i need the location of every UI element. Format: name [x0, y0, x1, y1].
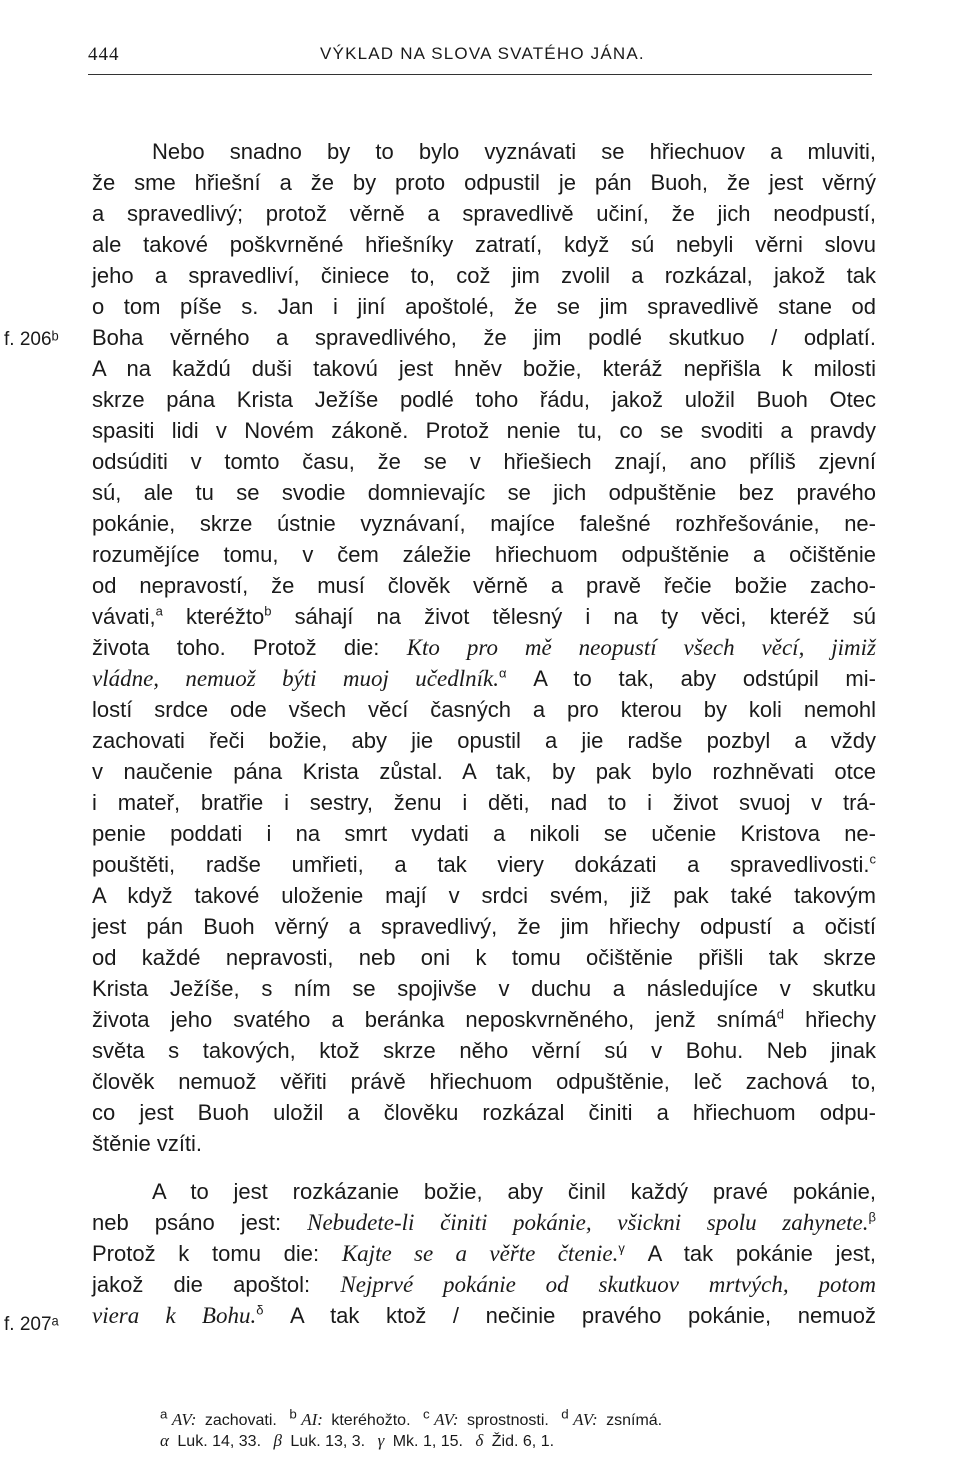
text-line — [92, 662, 876, 696]
footnote-source: AV: — [171, 1410, 197, 1430]
text-line: A na každú duši takovú jest hněv božie, kteráž nepřišla k milosti — [92, 356, 876, 381]
footnote-mark: d — [561, 1407, 569, 1422]
footnote-d — [561, 1407, 666, 1430]
text-line — [92, 1003, 876, 1037]
quote-fragment: viera k Bohu. — [92, 1303, 257, 1328]
text-line: štěnie vzíti. — [92, 1131, 203, 1156]
text-line: A když takové uloženie mají v srdci svém, již pak také takovým — [92, 883, 876, 908]
text-line: světa s takových, ktož skrze něho věrní sú v Bohu. Neb jinak — [92, 1038, 876, 1063]
citation-text: Mk. 1, 15. — [392, 1433, 463, 1450]
text-fragment: hřiechy — [805, 1007, 876, 1032]
footnotes — [160, 1402, 880, 1454]
text-line: od každé nepravosti, neb oni k tomu očištěnie přišli tak skrze — [92, 945, 876, 970]
citation-mark-alpha: α — [498, 665, 507, 681]
footnote-c — [422, 1407, 553, 1430]
text-line: co jest Buoh uložil a člověku rozkázal činiti a hřiechuom odpu- — [92, 1100, 876, 1125]
text-line: a spravedlivý; protož věrně a spravedlivě učiní, že jich neodpustí, — [92, 201, 876, 226]
footnote-text: kteréhožto. — [331, 1412, 411, 1430]
footnote-b — [289, 1407, 414, 1430]
citation-mark: β — [273, 1431, 282, 1450]
citation-mark: γ — [377, 1431, 385, 1450]
text-line — [92, 631, 876, 665]
text-fragment: života jeho svatého a beránka neposkvrněného, jenž snímá — [92, 1007, 777, 1032]
text-line: že sme hřiešní a že by proto odpustil je pán Buoh, že jest věrný — [92, 170, 876, 195]
footnote-mark-c: c — [869, 851, 876, 867]
citation-mark: α — [160, 1431, 169, 1450]
text-line: jeho a spravedliví, činiece to, což jim zvolil a rozkázal, jakož tak — [92, 263, 876, 288]
text-line: Boha věrného a spravedlivého, že jim podlé skutkuo / odplatí. — [92, 325, 876, 350]
text-line — [92, 1268, 876, 1302]
text-line: rozumějíce tomu, v čem záležie hřiechuom odpuštěnie a očištěnie — [92, 542, 876, 567]
footnote-source: AI: — [301, 1410, 323, 1430]
text-fragment: vávati, — [92, 604, 156, 629]
text-fragment: A tak ktož / nečinie pravého pokánie, nemuož — [290, 1303, 876, 1328]
footnote-line-citations — [160, 1428, 880, 1454]
text-fragment: života toho. Protož die: — [92, 635, 380, 660]
text-fragment: A to tak, aby odstúpil mi- — [533, 666, 876, 691]
text-line: člověk nemuož věřiti právě hřiechuom odpuštěnie, leč zachová to, — [92, 1069, 876, 1094]
quote-fragment: Kajte se a věřte čtenie. — [341, 1241, 619, 1266]
footnote-text: sprostnosti. — [467, 1412, 549, 1430]
text-line: i mateř, bratřie i sestry, ženu i děti, nad to i život svuoj v trá- — [92, 790, 876, 815]
running-title: VÝKLAD NA SLOVA SVATÉHO JÁNA. — [320, 44, 645, 63]
text-fragment: kteréžto — [185, 604, 265, 629]
footnote-text: zsnímá. — [606, 1412, 663, 1430]
citation-text: Žid. 6, 1. — [491, 1433, 555, 1450]
text-fragment: neb psáno jest: — [92, 1210, 282, 1235]
text-line — [92, 600, 876, 634]
text-line — [92, 1237, 876, 1271]
text-line — [92, 1206, 876, 1240]
footnote-mark: c — [422, 1407, 430, 1422]
citation-text: Luk. 14, 33. — [177, 1433, 262, 1450]
citation-beta — [273, 1433, 369, 1450]
text-line: penie poddati i na smrt vydati a nikoli se učenie Kristova ne- — [92, 821, 876, 846]
text-line: spasiti lidi v Novém zákoně. Protož nenie tu, co se svoditi a pravdy — [92, 418, 876, 443]
footnote-mark-a: a — [155, 603, 163, 619]
footnote-mark-d: d — [776, 1006, 784, 1022]
footnote-mark-b: b — [264, 603, 272, 619]
quote-fragment: vládne, nemuož býti muoj učedlník. — [92, 666, 499, 691]
citation-text: Luk. 13, 3. — [290, 1433, 366, 1450]
text-fragment: jakož die apoštol: — [92, 1272, 311, 1297]
footnote-text: zachovati. — [204, 1412, 277, 1430]
text-fragment: sáhají na život tělesný i na ty věci, kteréž sú — [294, 604, 876, 629]
footnote-source: AV: — [434, 1410, 459, 1430]
quote-fragment: Nejprvé pokánie od skutkuov mrtvých, potom — [340, 1272, 876, 1297]
citation-gamma — [378, 1433, 467, 1450]
text-line: od nepravostí, že musí člověk věrně a pravě řečie božie zacho- — [92, 573, 876, 598]
text-fragment: A tak pokánie jest, — [647, 1241, 876, 1266]
text-fragment: Protož k tomu die: — [92, 1241, 320, 1266]
text-line: skrze pána Krista Ježíše podlé toho řádu, jakož uložil Buoh Otec — [92, 387, 876, 412]
text-line: Nebo snadno by to bylo vyznávati se hřiechuov a mluviti, — [152, 139, 876, 164]
text-line — [92, 848, 876, 882]
quote-fragment: Nebudete-li činiti pokánie, všickni spolu zahynete. — [307, 1210, 869, 1235]
text-line: odsúditi v tomto času, že se v hřiešiech znají, ano příliš zjevní — [92, 449, 876, 474]
header-rule — [88, 74, 872, 75]
text-line: o tom píše s. Jan i jiní apoštolé, že se jim spravedlivě stane od — [92, 294, 876, 319]
footnote-a — [160, 1407, 281, 1430]
quote-fragment: Kto pro mě neopustí všech věcí, jimiž — [406, 635, 876, 660]
footnote-mark: b — [289, 1407, 297, 1422]
citation-mark-beta: β — [868, 1209, 876, 1225]
text-line: pokánie, skrze ústnie vyznávaní, majíce falešné rozhřešovánie, ne- — [92, 511, 876, 536]
footnote-mark: a — [160, 1407, 168, 1422]
page-number: 444 — [88, 44, 120, 65]
text-line: ale takové poškvrněné hřiešníky zatratí, když sú nebyli věrni slovu — [92, 232, 876, 257]
text-line: zachovati řeči božie, aby jie opustil a jie radše pozbyl a vždy — [92, 728, 876, 753]
folio-note-206b: f. 206ᵇ — [4, 329, 59, 350]
text-line: sú, ale tu se svodie domnievajíc se jich odpuštěnie bez pravého — [92, 480, 876, 505]
text-line: v naučenie pána Krista zůstal. A tak, by pak bylo rozhněvati otce — [92, 759, 876, 784]
text-line: jest pán Buoh věrný a spravedlivý, že jim hřiechy odpustí a očistí — [92, 914, 876, 939]
text-line: A to jest rozkázanie božie, aby činil každý pravé pokánie, — [152, 1179, 876, 1204]
page-header — [88, 44, 872, 84]
citation-mark: δ — [475, 1431, 484, 1450]
citation-mark-delta: δ — [256, 1302, 264, 1318]
text-line: Krista Ježíše, s ním se spojivše v duchu a následujíce v skutku — [92, 976, 876, 1001]
footnote-source: AV: — [573, 1410, 598, 1430]
citation-mark-gamma: γ — [618, 1240, 625, 1256]
folio-note-207a: f. 207ᵃ — [4, 1314, 59, 1335]
citation-alpha — [160, 1433, 265, 1450]
text-fragment: pouštěti, radše umřieti, a tak viery dokázati a spravedlivosti. — [92, 852, 870, 877]
citation-delta — [475, 1433, 558, 1450]
text-line: lostí srdce ode všech věcí časných a pro kterou by koli nemohl — [92, 697, 876, 722]
footnote-line-variants — [160, 1402, 880, 1428]
text-line — [92, 1299, 876, 1333]
